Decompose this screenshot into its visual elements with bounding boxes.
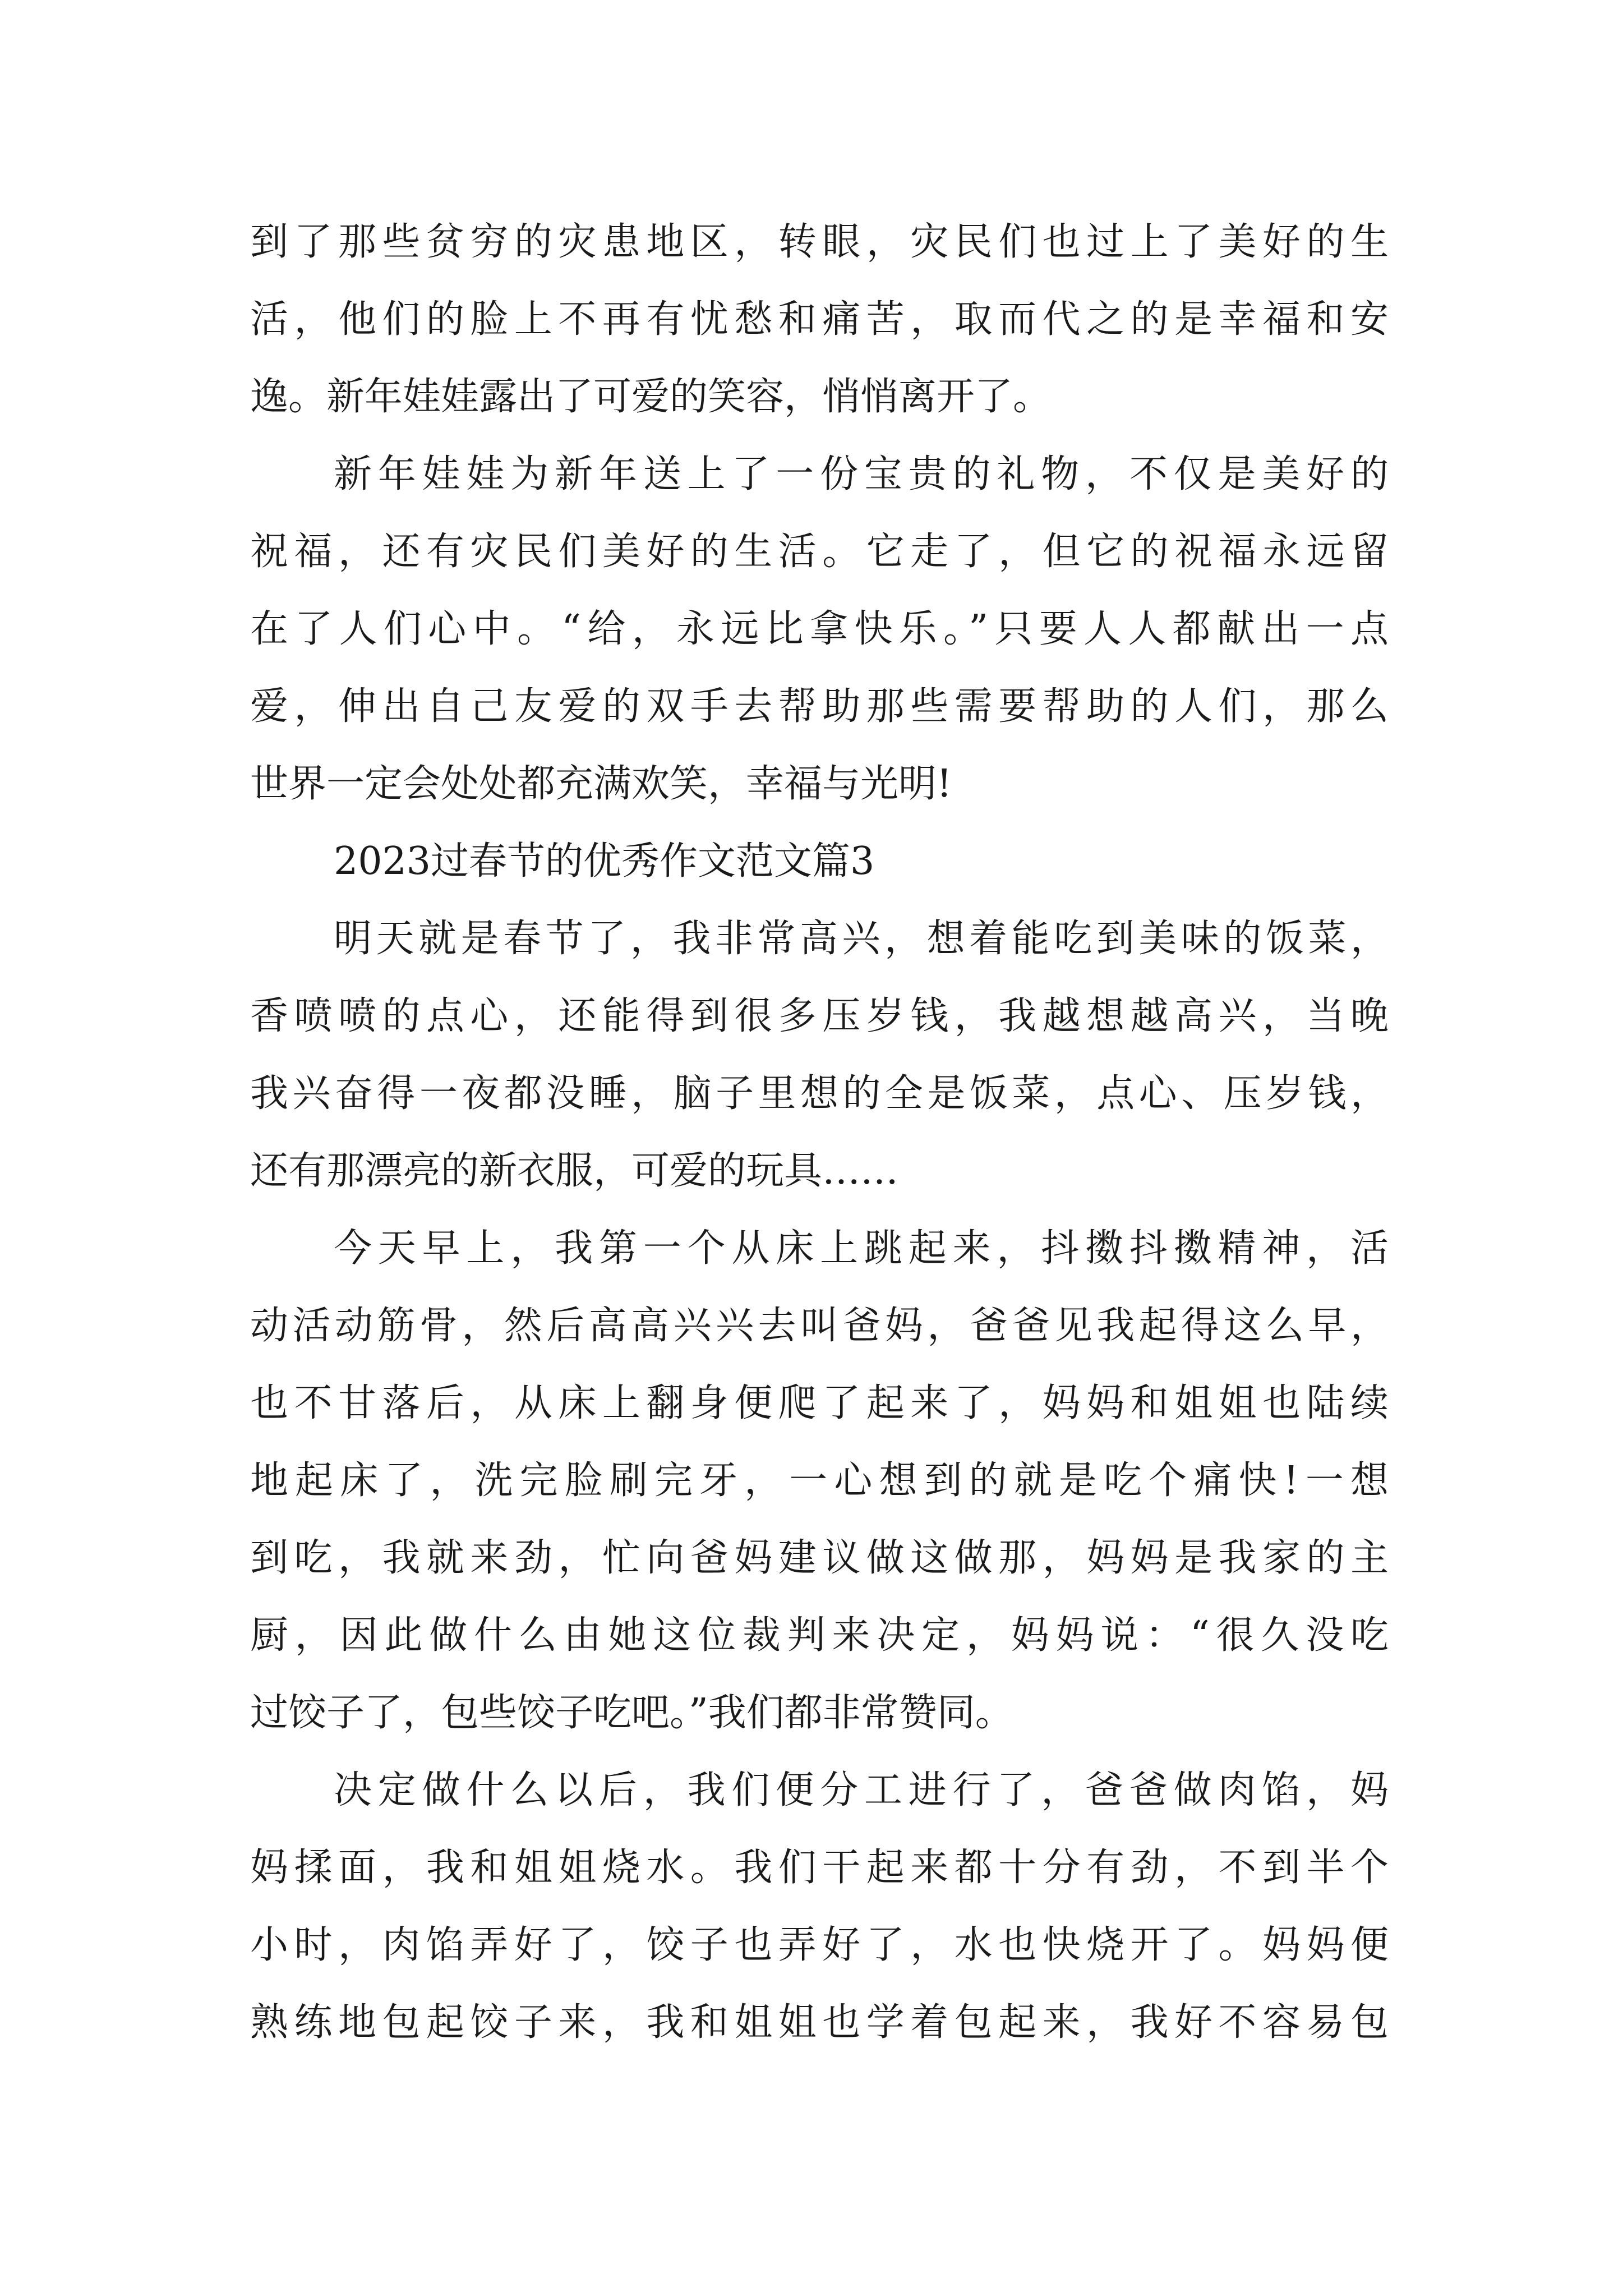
section-heading: 2023过春节的优秀作文范文篇3 [334,839,875,884]
text-line-4: 新年娃娃为新年送上了一份宝贵的礼物，不仅是美好的 [334,452,1389,496]
text-line-8: 世界一定会处处都充满欢笑，幸福与光明! [250,762,952,806]
text-line-11: 香喷喷的点心，还能得到很多压岁钱，我越想越高兴，当晚 [250,994,1389,1038]
text-line-22: 妈揉面，我和姐姐烧水。我们干起来都十分有劲，不到半个 [250,1846,1389,1890]
text-line-21: 决定做什么以后，我们便分工进行了，爸爸做肉馅，妈 [334,1768,1389,1812]
text-line-15: 动活动筋骨，然后高高兴兴去叫爸妈，爸爸见我起得这么早， [250,1304,1389,1348]
text-line-18: 到吃，我就来劲，忙向爸妈建议做这做那，妈妈是我家的主 [250,1536,1389,1580]
text-line-1: 到了那些贫穷的灾患地区，转眼，灾民们也过上了美好的生 [250,220,1389,264]
text-line-19: 厨，因此做什么由她这位裁判来决定，妈妈说：“很久没吃 [250,1613,1389,1658]
text-line-3: 逸。新年娃娃露出了可爱的笑容，悄悄离开了。 [250,375,1052,419]
text-line-5: 祝福，还有灾民们美好的生活。它走了，但它的祝福永远留 [250,530,1389,574]
text-line-10: 明天就是春节了，我非常高兴，想着能吃到美味的饭菜， [334,917,1389,961]
text-line-24: 熟练地包起饺子来，我和姐姐也学着包起来，我好不容易包 [250,2000,1389,2045]
text-line-6: 在了人们心中。“给，永远比拿快乐。”只要人人都献出一点 [250,607,1389,651]
text-line-2: 活，他们的脸上不再有忧愁和痛苦，取而代之的是幸福和安 [250,297,1389,342]
text-line-12: 我兴奋得一夜都没睡，脑子里想的全是饭菜，点心、压岁钱， [250,1071,1389,1116]
text-line-14: 今天早上，我第一个从床上跳起来，抖擞抖擞精神，活 [334,1226,1389,1271]
text-line-7: 爱，伸出自己友爱的双手去帮助那些需要帮助的人们，那么 [250,684,1389,729]
text-line-13: 还有那漂亮的新衣服，可爱的玩具…… [250,1149,899,1193]
text-line-17: 地起床了，洗完脸刷完牙，一心想到的就是吃个痛快!一想 [250,1458,1389,1503]
text-line-20: 过饺子了，包些饺子吃吧。”我们都非常赞同。 [250,1691,1013,1735]
text-line-23: 小时，肉馅弄好了，饺子也弄好了，水也快烧开了。妈妈便 [250,1923,1389,1967]
text-line-16: 也不甘落后，从床上翻身便爬了起来了，妈妈和姐姐也陆续 [250,1381,1389,1425]
